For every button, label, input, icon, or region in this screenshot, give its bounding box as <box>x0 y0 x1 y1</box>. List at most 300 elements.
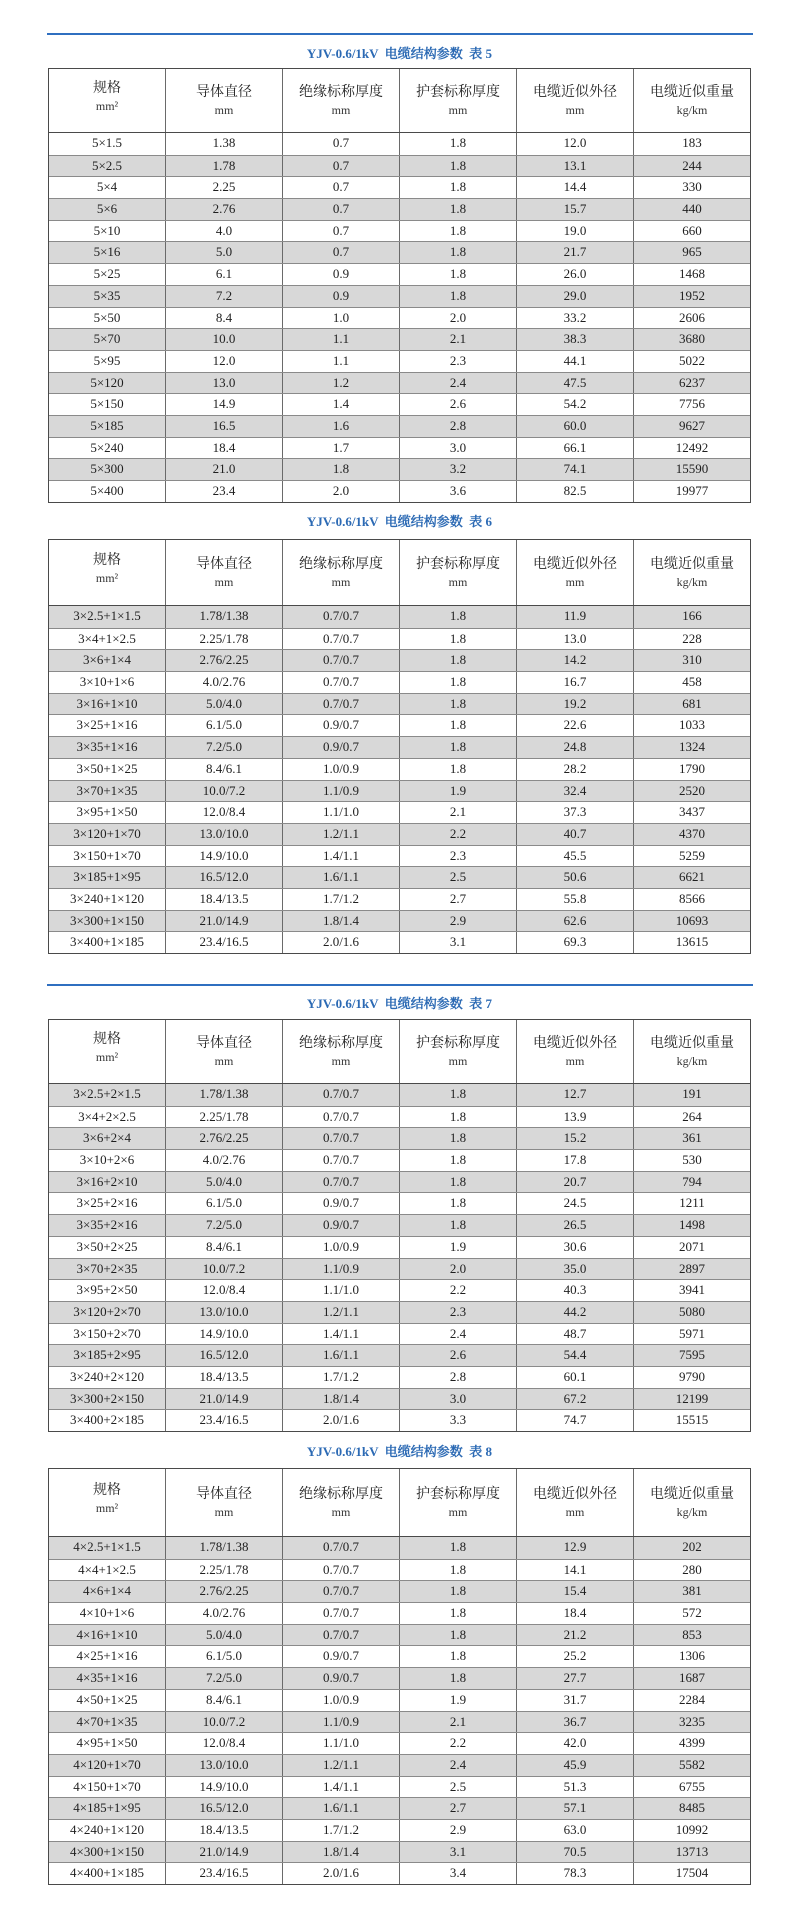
table-row <box>49 866 750 888</box>
table-row <box>49 285 750 307</box>
table-cell: 30.6 <box>517 1237 634 1258</box>
table-cell: 0.7/0.7 <box>283 1084 400 1106</box>
table-row <box>49 1711 750 1733</box>
table-cell: 4×120+1×70 <box>49 1755 166 1776</box>
table-cell: 0.9 <box>283 286 400 307</box>
table-cell: 10.0/7.2 <box>166 1712 283 1733</box>
table-cell: 1.8 <box>400 1107 517 1128</box>
table-cell: 1306 <box>679 1648 705 1664</box>
table-cell: 0.7/0.7 <box>283 1560 400 1581</box>
table-cell: 794 <box>682 1173 702 1189</box>
table-cell: 27.7 <box>517 1668 634 1689</box>
table-cell: 3×120+1×70 <box>49 824 166 845</box>
table-cell: 5×6 <box>49 199 166 220</box>
column-header-label: 电缆近似重量 <box>650 1035 734 1051</box>
table-row <box>49 1236 750 1258</box>
column-header <box>634 1469 750 1536</box>
table-cell: 1.8 <box>400 1172 517 1193</box>
table-cell: 3×35+2×16 <box>49 1215 166 1236</box>
table-cell: 2.0/1.6 <box>283 1863 400 1884</box>
table-cell: 0.7/0.7 <box>283 1128 400 1149</box>
table-cell: 33.2 <box>517 308 634 329</box>
column-header <box>49 1020 166 1083</box>
table-row <box>49 1732 750 1754</box>
table-cell: 228 <box>682 630 702 646</box>
column-header-label: 导体直径 <box>196 556 252 572</box>
table-cell: 8.4/6.1 <box>166 1690 283 1711</box>
table-cell: 0.9/0.7 <box>283 715 400 736</box>
table-cell: 3×400+2×185 <box>49 1410 166 1431</box>
table-cell: 51.3 <box>517 1777 634 1798</box>
column-header <box>517 69 634 132</box>
table-cell: 5×25 <box>49 264 166 285</box>
table-row <box>49 393 750 415</box>
table-cell: 10.0/7.2 <box>166 1259 283 1280</box>
table-cell: 853 <box>682 1626 702 1642</box>
column-header-unit: mm² <box>95 99 119 113</box>
table-cell: 1.7/1.2 <box>283 889 400 910</box>
table-cell: 3×25+2×16 <box>49 1193 166 1214</box>
column-header <box>166 1020 283 1083</box>
table-row <box>49 780 750 802</box>
table-cell: 12.0 <box>166 351 283 372</box>
column-header-unit: kg/km <box>676 575 708 589</box>
table-cell: 0.7 <box>283 221 400 242</box>
column-header <box>166 1469 283 1536</box>
table-cell: 2.9 <box>400 911 517 932</box>
table-title: YJV-0.6/1kV 电缆结构参数 表 6 <box>306 514 493 529</box>
column-header-unit: mm <box>448 1054 468 1068</box>
table-row <box>49 220 750 242</box>
column-header <box>400 1469 517 1536</box>
table-cell: 5×120 <box>49 373 166 394</box>
table-cell: 37.3 <box>517 802 634 823</box>
table-cell: 1.8 <box>400 242 517 263</box>
table-cell: 2.1 <box>400 1712 517 1733</box>
table-cell: 3.1 <box>400 932 517 953</box>
column-header-label: 电缆近似外径 <box>533 1035 617 1051</box>
table-cell: 0.7/0.7 <box>283 1172 400 1193</box>
table-cell: 14.9/10.0 <box>166 1324 283 1345</box>
column-header-unit: mm <box>331 575 351 589</box>
table-cell: 2.2 <box>400 1280 517 1301</box>
table-cell: 55.8 <box>517 889 634 910</box>
table-cell: 3×185+2×95 <box>49 1345 166 1366</box>
table-cell: 1211 <box>679 1195 705 1211</box>
table-row <box>49 198 750 220</box>
table-cell: 5×4 <box>49 177 166 198</box>
column-header-label: 电缆近似外径 <box>533 556 617 572</box>
table-cell: 3×6+2×4 <box>49 1128 166 1149</box>
table-row <box>49 1323 750 1345</box>
table-row <box>49 801 750 823</box>
table-row <box>49 910 750 932</box>
table-cell: 3×240+2×120 <box>49 1367 166 1388</box>
table-cell: 23.4 <box>166 481 283 502</box>
table-cell: 12.0 <box>517 133 634 155</box>
table-cell: 1.78 <box>166 156 283 177</box>
table-cell: 18.4 <box>517 1603 634 1624</box>
table-cell: 2.4 <box>400 373 517 394</box>
column-header-unit: mm <box>214 575 234 589</box>
table-cell: 4×25+1×16 <box>49 1646 166 1667</box>
table-cell: 5×35 <box>49 286 166 307</box>
table-cell: 0.7/0.7 <box>283 694 400 715</box>
table-cell: 13.1 <box>517 156 634 177</box>
table-cell: 3.1 <box>400 1842 517 1863</box>
table-cell: 2.6 <box>400 394 517 415</box>
table-cell: 1.2/1.1 <box>283 1755 400 1776</box>
table-cell: 0.7/0.7 <box>283 650 400 671</box>
table-cell: 3×6+1×4 <box>49 650 166 671</box>
table-cell: 2.0 <box>400 1259 517 1280</box>
table-cell: 2.25/1.78 <box>166 1107 283 1128</box>
table-cell: 2071 <box>679 1238 705 1254</box>
table-cell: 2.6 <box>400 1345 517 1366</box>
table-header <box>49 540 750 606</box>
column-header-unit: mm <box>214 1505 234 1519</box>
column-header-unit: kg/km <box>676 1505 708 1519</box>
table-cell: 3.4 <box>400 1863 517 1884</box>
table-cell: 0.7/0.7 <box>283 606 400 628</box>
table-cell: 1.1/0.9 <box>283 781 400 802</box>
table-cell: 22.6 <box>517 715 634 736</box>
table-cell: 23.4/16.5 <box>166 1863 283 1884</box>
table-cell: 1.8 <box>400 1646 517 1667</box>
table-cell: 1.78/1.38 <box>166 1084 283 1106</box>
column-header-label: 导体直径 <box>196 1486 252 1502</box>
table-row <box>49 1192 750 1214</box>
table-cell: 23.4/16.5 <box>166 932 283 953</box>
table-cell: 8.4/6.1 <box>166 1237 283 1258</box>
table-cell: 54.4 <box>517 1345 634 1366</box>
table-cell: 2.7 <box>400 1798 517 1819</box>
table-cell: 2.3 <box>400 1302 517 1323</box>
column-header-unit: mm <box>565 1054 585 1068</box>
table-cell: 15.7 <box>517 199 634 220</box>
table-cell: 38.3 <box>517 329 634 350</box>
table-cell: 1.9 <box>400 1690 517 1711</box>
table-cell: 17504 <box>675 1865 709 1881</box>
table-row <box>49 823 750 845</box>
table-cell: 1.8/1.4 <box>283 1842 400 1863</box>
table-cell: 3.3 <box>400 1410 517 1431</box>
table-cell: 3×10+2×6 <box>49 1150 166 1171</box>
table-cell: 1.8 <box>400 1215 517 1236</box>
table-row <box>49 736 750 758</box>
table-cell: 361 <box>682 1130 702 1146</box>
table-cell: 19.2 <box>517 694 634 715</box>
table-cell: 3.2 <box>400 459 517 480</box>
spec-table <box>48 1468 751 1885</box>
table-row <box>49 307 750 329</box>
table-cell: 7595 <box>679 1347 705 1363</box>
table-cell: 0.7/0.7 <box>283 1625 400 1646</box>
table-cell: 10.0/7.2 <box>166 781 283 802</box>
table-cell: 82.5 <box>517 481 634 502</box>
table-row <box>49 1819 750 1841</box>
table-row <box>49 1580 750 1602</box>
table-cell: 20.7 <box>517 1172 634 1193</box>
table-row <box>49 1388 750 1410</box>
column-header-label: 绝缘标称厚度 <box>299 84 383 100</box>
table-cell: 5×240 <box>49 438 166 459</box>
table-row <box>49 263 750 285</box>
table-cell: 202 <box>682 1539 702 1554</box>
table-cell: 183 <box>682 135 702 150</box>
table-row <box>49 1776 750 1798</box>
table-row <box>49 1279 750 1301</box>
table-cell: 2.0/1.6 <box>283 932 400 953</box>
table-cell: 19.0 <box>517 221 634 242</box>
table-cell: 3×300+2×150 <box>49 1389 166 1410</box>
table-cell: 5080 <box>679 1303 705 1319</box>
table-cell: 2606 <box>679 309 705 325</box>
table-row <box>49 241 750 263</box>
table-cell: 12492 <box>675 439 709 455</box>
table-cell: 1.8 <box>400 1150 517 1171</box>
table-cell: 40.7 <box>517 824 634 845</box>
table-cell: 681 <box>682 695 702 711</box>
table-cell: 5.0/4.0 <box>166 1625 283 1646</box>
table-cell: 4×185+1×95 <box>49 1798 166 1819</box>
table-cell: 7756 <box>679 396 705 412</box>
table-row <box>49 845 750 867</box>
table-cell: 13.9 <box>517 1107 634 1128</box>
table-cell: 1.8 <box>400 1128 517 1149</box>
column-header-label: 绝缘标称厚度 <box>299 556 383 572</box>
table-cell: 1.8 <box>400 1625 517 1646</box>
table-cell: 60.1 <box>517 1367 634 1388</box>
table-cell: 74.1 <box>517 459 634 480</box>
table-cell: 2.4 <box>400 1755 517 1776</box>
table-cell: 18.4/13.5 <box>166 1367 283 1388</box>
column-header-unit: mm <box>331 1505 351 1519</box>
table-cell: 8.4/6.1 <box>166 759 283 780</box>
table-cell: 1.8 <box>283 459 400 480</box>
table-cell: 8.4 <box>166 308 283 329</box>
table-cell: 3×120+2×70 <box>49 1302 166 1323</box>
table-cell: 10693 <box>675 912 709 928</box>
spec-table <box>48 68 751 503</box>
table-row <box>49 1862 750 1884</box>
table-row <box>49 458 750 480</box>
table-cell: 9790 <box>679 1368 705 1384</box>
table-row <box>49 1366 750 1388</box>
column-header-unit: mm <box>448 1505 468 1519</box>
table-cell: 3.6 <box>400 481 517 502</box>
table-cell: 1.0/0.9 <box>283 759 400 780</box>
column-header <box>634 540 750 605</box>
table-cell: 3×300+1×150 <box>49 911 166 932</box>
column-header-unit: mm <box>214 103 234 117</box>
table-cell: 5022 <box>679 352 705 368</box>
table-cell: 17.8 <box>517 1150 634 1171</box>
table-cell: 19977 <box>675 483 709 498</box>
table-cell: 2.25/1.78 <box>166 1560 283 1581</box>
table-cell: 0.7/0.7 <box>283 1537 400 1559</box>
table-cell: 3×50+2×25 <box>49 1237 166 1258</box>
table-row <box>49 1645 750 1667</box>
table-cell: 166 <box>682 608 702 623</box>
table-cell: 1.6/1.1 <box>283 1798 400 1819</box>
table-row <box>49 758 750 780</box>
table-cell: 4×35+1×16 <box>49 1668 166 1689</box>
table-cell: 24.8 <box>517 737 634 758</box>
table-cell: 2.2 <box>400 1733 517 1754</box>
table-cell: 23.4/16.5 <box>166 1410 283 1431</box>
table-cell: 3×95+1×50 <box>49 802 166 823</box>
table-cell: 1.2/1.1 <box>283 1302 400 1323</box>
table-cell: 1.0/0.9 <box>283 1690 400 1711</box>
table-cell: 4×400+1×185 <box>49 1863 166 1884</box>
table-cell: 1033 <box>679 717 705 733</box>
table-cell: 1.7/1.2 <box>283 1367 400 1388</box>
table-cell: 3680 <box>679 331 705 347</box>
table-cell: 16.5/12.0 <box>166 867 283 888</box>
column-header <box>283 1020 400 1083</box>
table-row <box>49 1084 750 1106</box>
table-cell: 12.0/8.4 <box>166 1733 283 1754</box>
table-cell: 5×16 <box>49 242 166 263</box>
table-cell: 1.1/1.0 <box>283 802 400 823</box>
table-cell: 15515 <box>675 1412 709 1428</box>
table-cell: 4×2.5+1×1.5 <box>49 1537 166 1559</box>
column-header-unit: mm <box>331 1054 351 1068</box>
table-cell: 12.0/8.4 <box>166 802 283 823</box>
table-row <box>49 628 750 650</box>
table-cell: 440 <box>682 201 702 217</box>
table-cell: 3×150+1×70 <box>49 846 166 867</box>
table-cell: 8566 <box>679 890 705 906</box>
table-cell: 5×10 <box>49 221 166 242</box>
table-cell: 1.1/0.9 <box>283 1259 400 1280</box>
table-cell: 1.2/1.1 <box>283 824 400 845</box>
table-title: YJV-0.6/1kV 电缆结构参数 表 8 <box>306 1444 493 1459</box>
table-cell: 21.0/14.9 <box>166 1842 283 1863</box>
table-cell: 7.2 <box>166 286 283 307</box>
column-header <box>400 540 517 605</box>
column-header <box>634 69 750 132</box>
table-row <box>49 133 750 155</box>
column-header-unit: mm <box>448 575 468 589</box>
table-cell: 15.4 <box>517 1581 634 1602</box>
table-cell: 3×50+1×25 <box>49 759 166 780</box>
table-row <box>49 1149 750 1171</box>
column-header <box>49 69 166 132</box>
table-cell: 14.1 <box>517 1560 634 1581</box>
table-header <box>49 69 750 133</box>
table-row <box>49 328 750 350</box>
table-cell: 1.8 <box>400 133 517 155</box>
table-cell: 0.7/0.7 <box>283 1581 400 1602</box>
table-cell: 4.0/2.76 <box>166 1150 283 1171</box>
table-cell: 6755 <box>679 1778 705 1794</box>
table-cell: 2.4 <box>400 1324 517 1345</box>
table-cell: 1.8 <box>400 286 517 307</box>
table-row <box>49 1797 750 1819</box>
spec-table <box>48 539 751 954</box>
table-cell: 1.8 <box>400 221 517 242</box>
table-header <box>49 1469 750 1537</box>
table-cell: 4×4+1×2.5 <box>49 1560 166 1581</box>
column-header-label: 护套标称厚度 <box>416 1035 500 1051</box>
table-row <box>49 606 750 628</box>
table-cell: 0.7/0.7 <box>283 1150 400 1171</box>
column-header-label: 电缆近似外径 <box>533 84 617 100</box>
table-cell: 60.0 <box>517 416 634 437</box>
table-cell: 572 <box>682 1605 702 1621</box>
table-cell: 28.2 <box>517 759 634 780</box>
table-cell: 5×70 <box>49 329 166 350</box>
table-cell: 2.76/2.25 <box>166 650 283 671</box>
table-cell: 5×300 <box>49 459 166 480</box>
table-cell: 7.2/5.0 <box>166 1215 283 1236</box>
table-cell: 25.2 <box>517 1646 634 1667</box>
table-cell: 57.1 <box>517 1798 634 1819</box>
table-cell: 3×35+1×16 <box>49 737 166 758</box>
column-header-unit: mm <box>331 103 351 117</box>
table-cell: 5.0/4.0 <box>166 1172 283 1193</box>
table-cell: 6.1/5.0 <box>166 1646 283 1667</box>
table-cell: 6.1 <box>166 264 283 285</box>
table-cell: 1.8 <box>400 1581 517 1602</box>
table-cell: 4.0/2.76 <box>166 672 283 693</box>
column-header <box>49 540 166 605</box>
table-row <box>49 1258 750 1280</box>
table-cell: 63.0 <box>517 1820 634 1841</box>
table-cell: 24.5 <box>517 1193 634 1214</box>
column-header-label: 绝缘标称厚度 <box>299 1486 383 1502</box>
table-cell: 16.5/12.0 <box>166 1345 283 1366</box>
table-cell: 14.4 <box>517 177 634 198</box>
table-row <box>49 350 750 372</box>
table-cell: 0.7/0.7 <box>283 629 400 650</box>
table-cell: 13.0/10.0 <box>166 1302 283 1323</box>
table-title: YJV-0.6/1kV 电缆结构参数 表 5 <box>306 46 493 61</box>
table-cell: 1.8 <box>400 156 517 177</box>
column-header-unit: kg/km <box>676 103 708 117</box>
table-cell: 3×2.5+1×1.5 <box>49 606 166 628</box>
table-cell: 8485 <box>679 1800 705 1816</box>
table-cell: 2.0 <box>283 481 400 502</box>
table-cell: 44.2 <box>517 1302 634 1323</box>
table-row <box>49 1841 750 1863</box>
table-cell: 2.1 <box>400 329 517 350</box>
table-cell: 12199 <box>675 1390 709 1406</box>
column-header-unit: mm² <box>95 1501 119 1515</box>
table-cell: 3×240+1×120 <box>49 889 166 910</box>
column-header <box>400 69 517 132</box>
table-row <box>49 931 750 953</box>
table-cell: 5.0/4.0 <box>166 694 283 715</box>
table-cell: 2520 <box>679 782 705 798</box>
column-header <box>517 540 634 605</box>
table-cell: 1.9 <box>400 1237 517 1258</box>
table-cell: 1.1/1.0 <box>283 1733 400 1754</box>
table-cell: 29.0 <box>517 286 634 307</box>
table-cell: 1.8 <box>400 1560 517 1581</box>
column-header-label: 护套标称厚度 <box>416 1486 500 1502</box>
table-cell: 47.5 <box>517 373 634 394</box>
column-header <box>400 1020 517 1083</box>
table-cell: 310 <box>682 652 702 668</box>
table-cell: 2.1 <box>400 802 517 823</box>
table-cell: 264 <box>682 1108 702 1124</box>
table-cell: 660 <box>682 222 702 238</box>
table-cell: 16.7 <box>517 672 634 693</box>
table-cell: 44.1 <box>517 351 634 372</box>
